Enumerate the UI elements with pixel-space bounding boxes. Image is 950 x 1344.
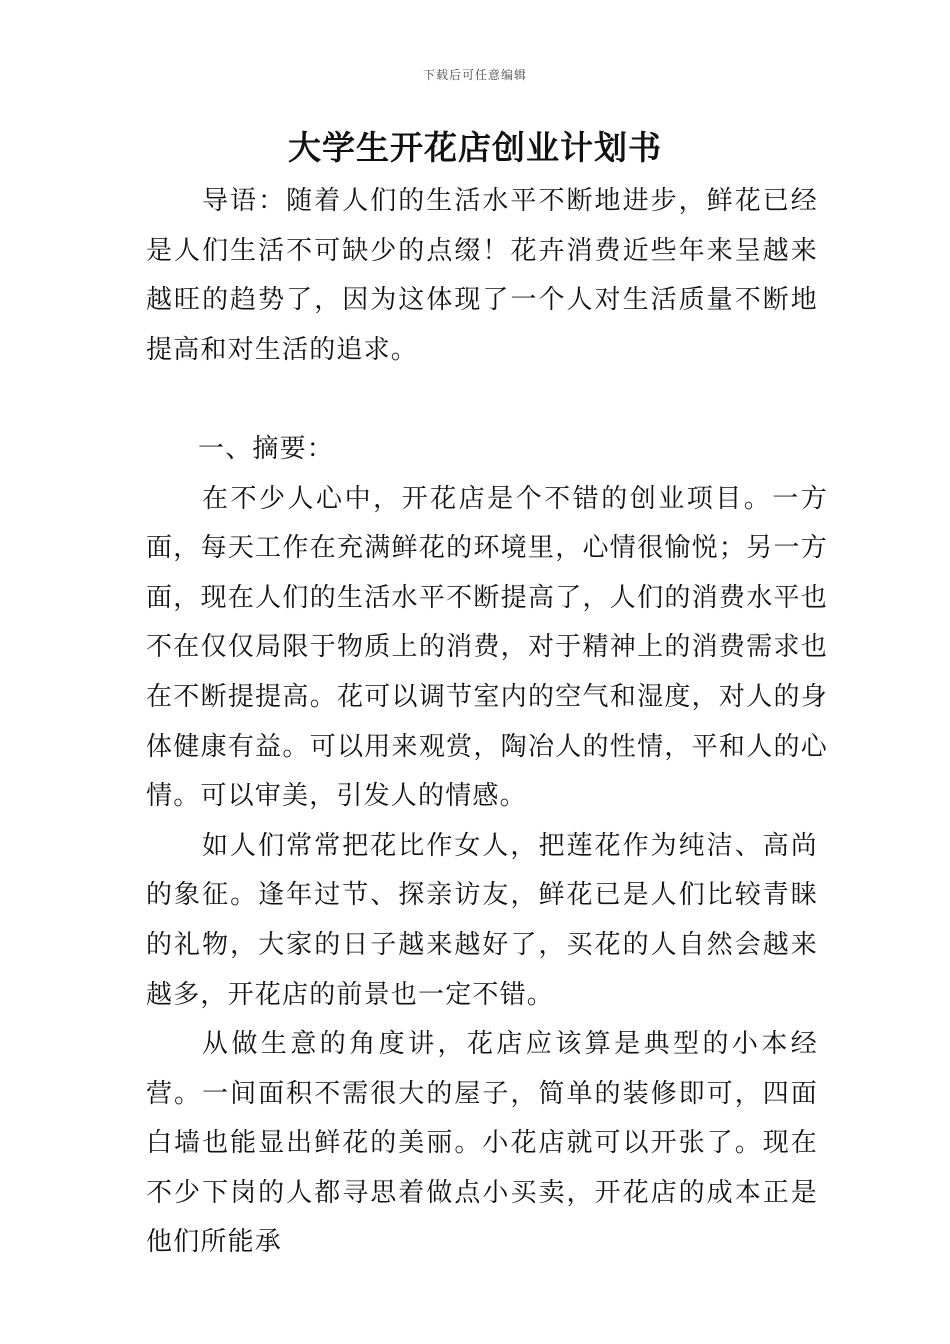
header-note: 下载后可任意编辑 (422, 68, 527, 82)
intro-paragraph: 导语：随着人们的生活水平不断地进步，鲜花已经是人们生活不可缺少的点缀！花卉消费近些年来呈越来越旺的趋势了，因为这体现了一个人对生活质量不断地提高和对生活的追求。 (146, 186, 818, 365)
document-title: 大学生开花店创业计划书 (288, 128, 662, 167)
body-paragraph: 从做生意的角度讲，花店应该算是典型的小本经营。一间面积不需很大的屋子，简单的装修即可，四面白墙也能显出鲜花的美丽。小花店就可以开张了。现在不少下岗的人都寻思着做点小买卖，开花店的成本正是他们所能承 (146, 1029, 818, 1258)
body-paragraph: 如人们常常把花比作女人，把莲花作为纯洁、高尚的象征。逢年过节、探亲访友，鲜花已是人们比较青睐的礼物，大家的日子越来越好了，买花的人自然会越来越多，开花店的前景也一定不错。 (146, 830, 818, 1010)
section-heading-abstract: 一、摘要： (198, 433, 335, 464)
document-body (146, 177, 828, 1268)
body-paragraph: 在不少人心中，开花店是个不错的创业项目。一方面，每天工作在充满鲜花的环境里，心情很愉悦；另一方面，现在人们的生活水平不断提高了，人们的消费水平也不在仅仅局限于物质上的消费，对于精神上的消费需求也在不断提提高。花可以调节室内的空气和湿度，对人的身体健康有益。可以用来观赏，陶冶人的性情，平和人的心情。可以审美，引发人的情感。 (146, 483, 828, 812)
